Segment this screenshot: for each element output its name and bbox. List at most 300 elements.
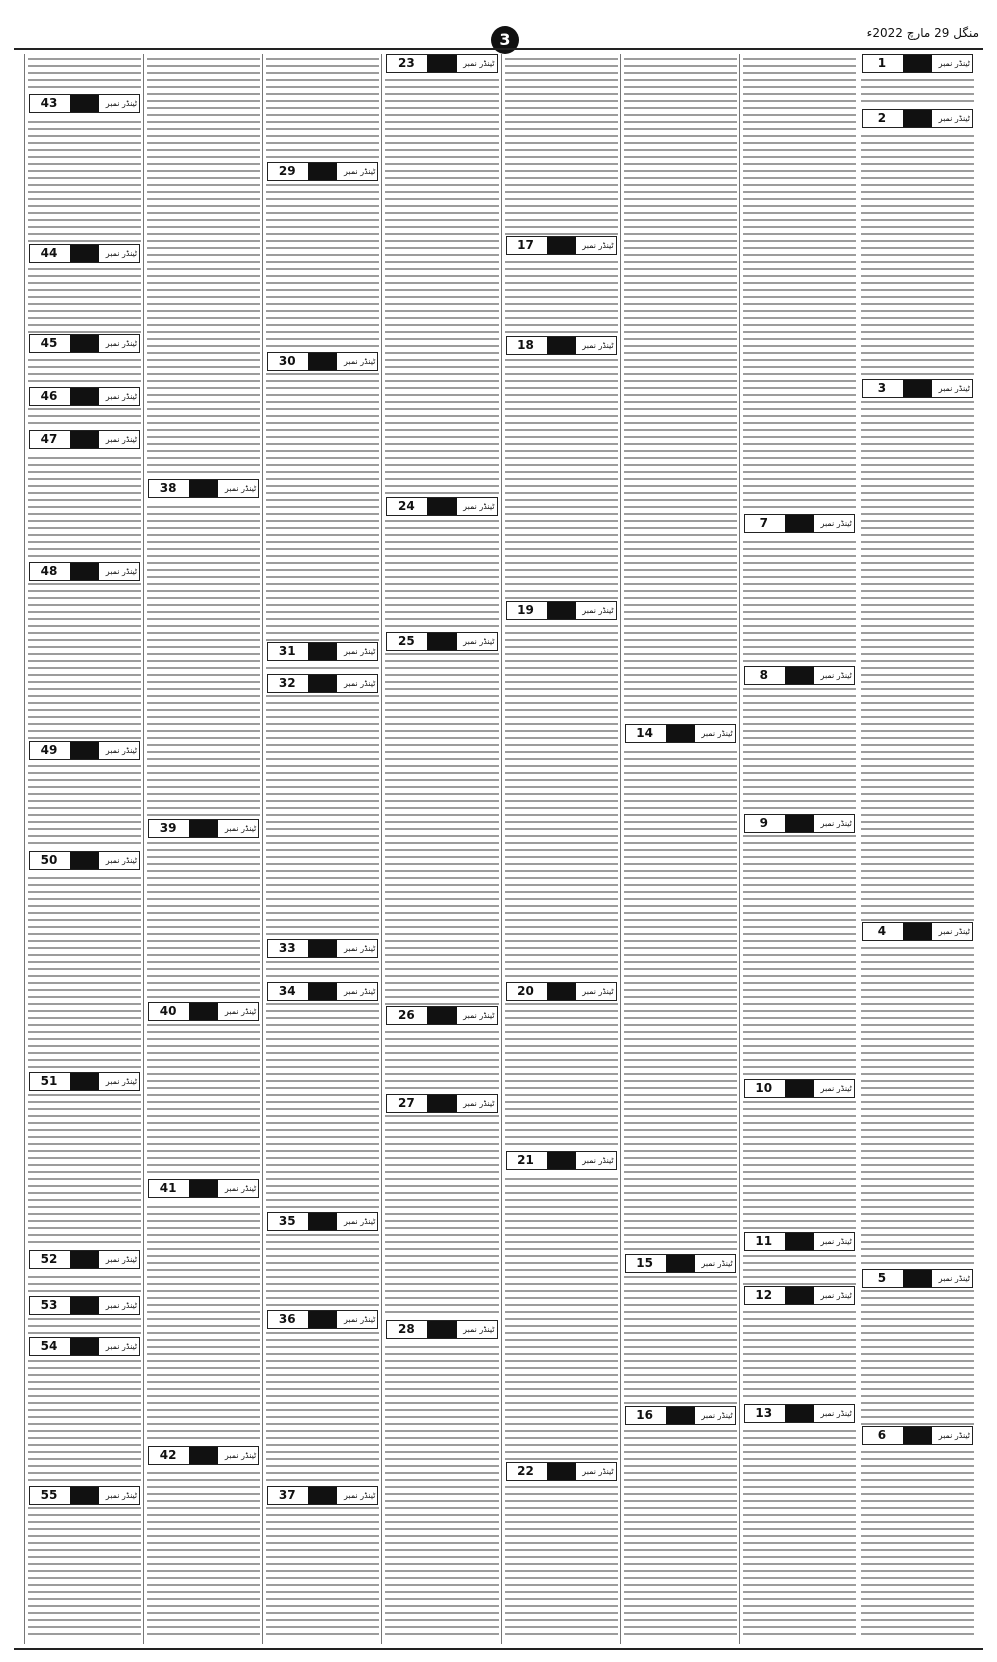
body-text-line — [861, 688, 974, 690]
body-text-line — [266, 1423, 379, 1425]
body-text-line — [266, 401, 379, 403]
body-text-line — [743, 1612, 856, 1614]
body-text-line — [266, 233, 379, 235]
body-text-line — [505, 1612, 618, 1614]
body-text-line — [147, 1143, 260, 1145]
body-text-line — [861, 1521, 974, 1523]
body-text-line — [861, 268, 974, 270]
tender-number: 34 — [278, 984, 296, 998]
body-text-line — [28, 996, 141, 998]
body-text-line — [505, 429, 618, 431]
tender-heading-bar — [70, 1297, 99, 1314]
body-text-line — [505, 1052, 618, 1054]
body-text-line — [28, 142, 141, 144]
body-text-line — [266, 1591, 379, 1593]
body-text-line — [385, 1234, 498, 1236]
body-text-line — [266, 422, 379, 424]
body-text-line — [385, 611, 498, 613]
tender-number-box — [267, 674, 378, 693]
body-text-line — [861, 814, 974, 816]
body-text-line — [266, 149, 379, 151]
body-text-line — [505, 1199, 618, 1201]
body-text-line — [861, 765, 974, 767]
body-text-line — [624, 779, 737, 781]
body-text-line — [385, 1479, 498, 1481]
body-text-line — [743, 177, 856, 179]
body-text-line — [624, 1360, 737, 1362]
body-text-line — [266, 464, 379, 466]
body-text-line — [147, 1038, 260, 1040]
body-text-line — [266, 1255, 379, 1257]
body-text-line — [861, 1381, 974, 1383]
body-text-line — [266, 289, 379, 291]
body-text-line — [28, 1290, 141, 1292]
body-text-line — [624, 604, 737, 606]
body-text-line — [147, 1073, 260, 1075]
body-text-line — [147, 1227, 260, 1229]
body-text-line — [147, 1276, 260, 1278]
tender-label: ٹینڈر نمبر — [701, 1411, 733, 1420]
tender-heading-bar — [785, 515, 814, 532]
body-text-line — [28, 1514, 141, 1516]
body-text-line — [385, 555, 498, 557]
tender-heading-bar — [785, 815, 814, 832]
body-text-line — [743, 912, 856, 914]
body-text-line — [266, 968, 379, 970]
body-text-line — [28, 324, 141, 326]
body-text-line — [624, 450, 737, 452]
body-text-line — [505, 1241, 618, 1243]
body-text-line — [743, 1444, 856, 1446]
body-text-line — [861, 1038, 974, 1040]
body-text-line — [743, 772, 856, 774]
body-text-line — [505, 1346, 618, 1348]
body-text-line — [505, 709, 618, 711]
body-text-line — [147, 1367, 260, 1369]
body-text-line — [147, 1304, 260, 1306]
body-text-line — [624, 828, 737, 830]
body-text-line — [385, 191, 498, 193]
body-text-line — [385, 1619, 498, 1621]
body-text-line — [385, 275, 498, 277]
body-text-line — [28, 793, 141, 795]
body-text-line — [624, 1619, 737, 1621]
body-text-line — [28, 1241, 141, 1243]
body-text-line — [861, 744, 974, 746]
body-text-line — [147, 359, 260, 361]
body-text-line — [266, 555, 379, 557]
body-text-line — [505, 877, 618, 879]
body-text-line — [861, 870, 974, 872]
body-text-line — [385, 1276, 498, 1278]
body-text-line — [861, 492, 974, 494]
tender-number: 38 — [159, 481, 177, 495]
body-text-line — [147, 639, 260, 641]
body-text-line — [28, 625, 141, 627]
body-text-line — [505, 163, 618, 165]
body-text-line — [385, 1521, 498, 1523]
body-text-line — [147, 947, 260, 949]
body-text-line — [743, 282, 856, 284]
body-text-line — [147, 1241, 260, 1243]
body-text-line — [505, 1318, 618, 1320]
body-text-line — [861, 1570, 974, 1572]
tender-number-box — [148, 1446, 259, 1465]
tender-number-box — [386, 1320, 497, 1339]
body-text-line — [28, 282, 141, 284]
body-text-line — [266, 1101, 379, 1103]
body-text-line — [861, 506, 974, 508]
body-text-line — [266, 1437, 379, 1439]
body-text-line — [624, 1010, 737, 1012]
body-text-line — [861, 1031, 974, 1033]
body-text-line — [385, 1073, 498, 1075]
body-text-line — [147, 926, 260, 928]
body-text-line — [743, 800, 856, 802]
body-text-line — [505, 660, 618, 662]
tender-label: ٹینڈر نمبر — [105, 1342, 138, 1351]
tender-label: ٹینڈر نمبر — [820, 1237, 852, 1246]
body-text-line — [28, 1598, 141, 1600]
body-text-line — [266, 513, 379, 515]
body-text-line — [147, 625, 260, 627]
body-text-line — [861, 1325, 974, 1327]
body-text-line — [624, 142, 737, 144]
body-text-line — [266, 114, 379, 116]
body-text-line — [147, 1045, 260, 1047]
body-text-line — [266, 1633, 379, 1635]
body-text-line — [624, 1199, 737, 1201]
body-text-line — [743, 499, 856, 501]
body-text-line — [624, 1129, 737, 1131]
body-text-line — [861, 1507, 974, 1509]
body-text-line — [505, 1598, 618, 1600]
body-text-line — [505, 1122, 618, 1124]
body-text-line — [743, 1010, 856, 1012]
body-text-line — [147, 149, 260, 151]
body-text-line — [861, 793, 974, 795]
body-text-line — [28, 128, 141, 130]
tender-label: ٹینڈر نمبر — [938, 59, 970, 68]
body-text-line — [505, 212, 618, 214]
body-text-line — [624, 1430, 737, 1432]
tender-heading-bar — [547, 602, 576, 619]
body-text-line — [743, 373, 856, 375]
body-text-line — [147, 275, 260, 277]
body-text-line — [385, 1178, 498, 1180]
body-text-line — [743, 401, 856, 403]
body-text-line — [266, 65, 379, 67]
body-text-line — [28, 611, 141, 613]
body-text-line — [861, 646, 974, 648]
body-text-line — [28, 1227, 141, 1229]
body-text-line — [861, 485, 974, 487]
tender-number: 44 — [40, 246, 58, 260]
tender-columns — [24, 54, 977, 1644]
body-text-line — [28, 1374, 141, 1376]
body-text-line — [624, 422, 737, 424]
body-text-line — [505, 667, 618, 669]
tender-heading-bar — [547, 237, 576, 254]
body-text-line — [28, 1395, 141, 1397]
body-text-line — [861, 898, 974, 900]
tender-number-box — [862, 109, 973, 128]
body-text-line — [266, 387, 379, 389]
body-text-line — [505, 1234, 618, 1236]
body-text-line — [385, 1150, 498, 1152]
body-text-line — [505, 1129, 618, 1131]
body-text-line — [266, 1332, 379, 1334]
body-text-line — [28, 373, 141, 375]
body-text-line — [28, 492, 141, 494]
body-text-line — [385, 485, 498, 487]
body-text-line — [147, 1374, 260, 1376]
tender-number-box — [744, 1286, 855, 1305]
body-text-line — [28, 1220, 141, 1222]
body-text-line — [266, 1304, 379, 1306]
body-text-line — [385, 408, 498, 410]
body-text-line — [385, 1570, 498, 1572]
body-text-line — [385, 331, 498, 333]
body-text-line — [861, 842, 974, 844]
body-text-line — [385, 730, 498, 732]
body-text-line — [385, 79, 498, 81]
tender-number-box — [506, 1151, 617, 1170]
body-text-line — [624, 170, 737, 172]
body-text-line — [385, 695, 498, 697]
body-text-line — [624, 156, 737, 158]
body-text-line — [147, 296, 260, 298]
body-text-line — [861, 1409, 974, 1411]
body-text-line — [266, 261, 379, 263]
body-text-line — [624, 1556, 737, 1558]
body-text-line — [505, 471, 618, 473]
body-text-line — [385, 1563, 498, 1565]
body-text-line — [505, 149, 618, 151]
body-text-line — [147, 1066, 260, 1068]
body-text-line — [743, 324, 856, 326]
body-text-line — [624, 219, 737, 221]
body-text-line — [266, 1444, 379, 1446]
body-text-line — [147, 422, 260, 424]
body-text-line — [861, 1500, 974, 1502]
body-text-line — [147, 450, 260, 452]
body-text-line — [743, 1542, 856, 1544]
tender-label: ٹینڈر نمبر — [344, 1217, 376, 1226]
body-text-line — [861, 772, 974, 774]
tender-label: ٹینڈر نمبر — [938, 1431, 970, 1440]
body-text-line — [28, 359, 141, 361]
body-text-line — [624, 191, 737, 193]
body-text-line — [147, 1311, 260, 1313]
body-text-line — [624, 254, 737, 256]
body-text-line — [147, 842, 260, 844]
body-text-line — [743, 471, 856, 473]
body-text-line — [385, 142, 498, 144]
body-text-line — [385, 212, 498, 214]
body-text-line — [743, 1486, 856, 1488]
body-text-line — [624, 1563, 737, 1565]
body-text-line — [624, 1514, 737, 1516]
body-text-line — [147, 954, 260, 956]
body-text-line — [266, 1430, 379, 1432]
body-text-line — [505, 674, 618, 676]
body-text-line — [147, 1157, 260, 1159]
body-text-line — [385, 156, 498, 158]
body-text-line — [624, 751, 737, 753]
body-text-line — [624, 394, 737, 396]
tender-number: 19 — [517, 603, 534, 617]
body-text-line — [266, 807, 379, 809]
body-text-line — [385, 1353, 498, 1355]
body-text-line — [624, 1185, 737, 1187]
body-text-line — [861, 478, 974, 480]
body-text-line — [385, 324, 498, 326]
body-text-line — [624, 1178, 737, 1180]
body-text-line — [28, 499, 141, 501]
body-text-line — [147, 317, 260, 319]
body-text-line — [505, 1563, 618, 1565]
body-text-line — [28, 478, 141, 480]
body-text-line — [266, 639, 379, 641]
body-text-line — [743, 436, 856, 438]
tender-number: 7 — [759, 516, 768, 530]
body-text-line — [385, 702, 498, 704]
body-text-line — [266, 205, 379, 207]
tender-number-box — [148, 1179, 259, 1198]
body-text-line — [266, 520, 379, 522]
body-text-line — [624, 709, 737, 711]
body-text-line — [505, 324, 618, 326]
body-text-line — [385, 723, 498, 725]
body-text-line — [861, 401, 974, 403]
header-rule — [14, 48, 983, 50]
body-text-line — [743, 485, 856, 487]
body-text-line — [266, 604, 379, 606]
body-text-line — [743, 1430, 856, 1432]
body-text-line — [266, 1395, 379, 1397]
body-text-line — [28, 1003, 141, 1005]
body-text-line — [743, 506, 856, 508]
body-text-line — [861, 548, 974, 550]
body-text-line — [743, 1605, 856, 1607]
body-text-line — [861, 296, 974, 298]
body-text-line — [385, 562, 498, 564]
tender-number-box — [29, 851, 140, 870]
body-text-line — [28, 317, 141, 319]
body-text-line — [861, 79, 974, 81]
body-text-line — [743, 1185, 856, 1187]
body-text-line — [624, 1220, 737, 1222]
body-text-line — [624, 898, 737, 900]
body-text-line — [266, 121, 379, 123]
body-text-line — [743, 1367, 856, 1369]
tender-label: ٹینڈر نمبر — [105, 435, 138, 444]
body-text-line — [385, 1577, 498, 1579]
body-text-line — [624, 1038, 737, 1040]
body-text-line — [266, 1297, 379, 1299]
body-text-line — [861, 1080, 974, 1082]
body-text-line — [624, 1143, 737, 1145]
body-text-line — [861, 534, 974, 536]
body-text-line — [624, 1283, 737, 1285]
body-text-line — [385, 807, 498, 809]
body-text-line — [28, 1024, 141, 1026]
body-text-line — [505, 702, 618, 704]
body-text-line — [28, 982, 141, 984]
body-text-line — [385, 793, 498, 795]
body-text-line — [385, 1087, 498, 1089]
tender-heading-bar — [785, 667, 814, 684]
tender-number-box — [386, 1006, 497, 1025]
tender-heading-bar — [903, 1427, 932, 1444]
body-text-line — [147, 744, 260, 746]
body-text-line — [861, 1584, 974, 1586]
body-text-line — [385, 667, 498, 669]
body-text-line — [266, 793, 379, 795]
body-text-line — [28, 660, 141, 662]
body-text-line — [743, 107, 856, 109]
body-text-line — [28, 1108, 141, 1110]
body-text-line — [385, 989, 498, 991]
body-text-line — [505, 576, 618, 578]
body-text-line — [505, 1584, 618, 1586]
body-text-line — [861, 1563, 974, 1565]
body-text-line — [266, 926, 379, 928]
body-text-line — [861, 1549, 974, 1551]
body-text-line — [743, 1059, 856, 1061]
body-text-line — [743, 884, 856, 886]
body-text-line — [743, 1619, 856, 1621]
body-text-line — [861, 912, 974, 914]
tender-number-box — [862, 379, 973, 398]
body-text-line — [266, 1549, 379, 1551]
body-text-line — [28, 1402, 141, 1404]
body-text-line — [743, 1479, 856, 1481]
body-text-line — [266, 709, 379, 711]
body-text-line — [147, 905, 260, 907]
body-text-line — [147, 415, 260, 417]
body-text-line — [505, 968, 618, 970]
body-text-line — [624, 1115, 737, 1117]
body-text-line — [147, 401, 260, 403]
body-text-line — [743, 632, 856, 634]
body-text-line — [147, 779, 260, 781]
body-text-line — [743, 779, 856, 781]
body-text-line — [624, 478, 737, 480]
body-text-line — [505, 93, 618, 95]
body-text-line — [28, 1528, 141, 1530]
body-text-line — [385, 1199, 498, 1201]
body-text-line — [505, 394, 618, 396]
body-text-line — [147, 1626, 260, 1628]
body-text-line — [743, 1598, 856, 1600]
tender-label: ٹینڈر نمبر — [463, 59, 495, 68]
body-text-line — [861, 219, 974, 221]
tender-number: 10 — [755, 1081, 773, 1095]
body-text-line — [743, 198, 856, 200]
tender-heading-bar — [70, 1073, 99, 1090]
body-text-line — [505, 464, 618, 466]
body-text-line — [385, 170, 498, 172]
body-text-line — [624, 1598, 737, 1600]
body-text-line — [266, 961, 379, 963]
issue-date: منگل 29 مارچ 2022ء — [866, 26, 979, 40]
body-text-line — [624, 688, 737, 690]
body-text-line — [266, 541, 379, 543]
body-text-line — [624, 1493, 737, 1495]
body-text-line — [385, 1360, 498, 1362]
